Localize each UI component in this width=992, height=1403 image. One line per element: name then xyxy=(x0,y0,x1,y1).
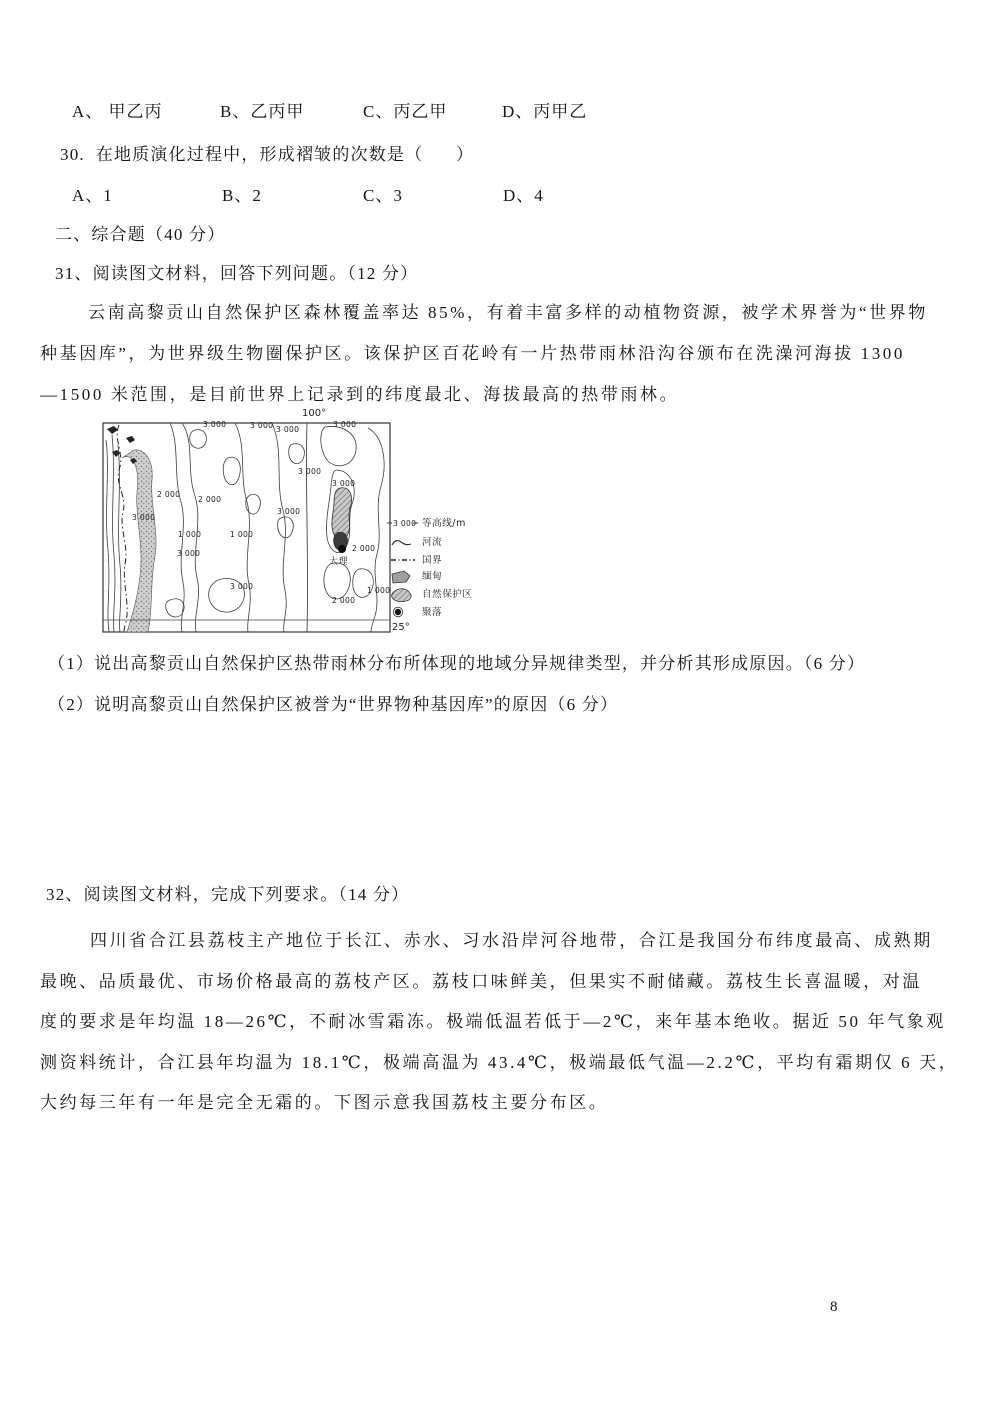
legend-label: 等高线/m xyxy=(422,518,466,529)
page-number: 8 xyxy=(830,1299,838,1315)
q30-option-a: A、1 xyxy=(72,186,113,205)
q32-body-line-1: 四川省合江县荔枝主产地位于长江、赤水、习水沿岸河谷地带，合江是我国分布纬度最高、成熟期 xyxy=(90,931,933,950)
q31-intro-line-2: 种基因库”，为世界级生物圈保护区。该保护区百花岭有一片热带雨林沿沟谷颁布在洗澡河海拔 1300 xyxy=(40,344,905,363)
prev-option-c: C、丙乙甲 xyxy=(363,102,448,121)
contour-elevation-label: 2 000 xyxy=(332,596,356,605)
prev-option-d: D、丙甲乙 xyxy=(502,102,588,121)
contour-elevation-label: 3 000 xyxy=(393,519,417,528)
contour-elevation-label: 3 000 xyxy=(177,549,201,558)
q31-title: 31、阅读图文材料，回答下列问题。（12 分） xyxy=(55,264,419,283)
map-lon-label: 100° xyxy=(302,408,327,419)
prev-option-b: B、乙丙甲 xyxy=(220,102,305,121)
q31-intro-line-3: —1500 米范围，是目前世界上记录到的纬度最北、海拔最高的热带雨林。 xyxy=(40,385,680,404)
contour-elevation-label: 3 000 xyxy=(230,582,254,591)
contour-elevation-label: 2 000 xyxy=(198,495,222,504)
prev-option-a: A、 甲乙丙 xyxy=(72,102,163,121)
contour-elevation-label: 3 000 xyxy=(277,507,301,516)
contour-elevation-label: 3 000 xyxy=(332,479,356,488)
contour-elevation-label: 1 000 xyxy=(230,530,254,539)
q32-title: 32、阅读图文材料，完成下列要求。（14 分） xyxy=(46,885,410,904)
contour-elevation-label: 3 000 xyxy=(203,420,227,429)
section-heading: 二、综合题（40 分） xyxy=(55,225,226,244)
myanmar-area-icon xyxy=(392,571,410,583)
q32-body-line-5: 大约每三年有一年是完全无霜的。下图示意我国荔枝主要分布区。 xyxy=(40,1093,609,1112)
legend-label: 河流 xyxy=(422,537,443,548)
contour-elevation-label: 2 000 xyxy=(352,544,376,553)
q32-body-line-3: 度的要求是年均温 18—26℃，不耐冰雪霜冻。极端低温若低于—2℃，来年基本绝收。据近 50 年气象观 xyxy=(40,1012,946,1031)
q31-intro-line-1: 云南高黎贡山自然保护区森林覆盖率达 85%，有着丰富多样的动植物资源，被学术界誉为“世界物 xyxy=(88,303,928,322)
q31-subquestion-1: （1）说出高黎贡山自然保护区热带雨林分布所体现的地域分异规律类型，并分析其形成原因。（6 分） xyxy=(48,654,866,673)
legend-label: 自然保护区 xyxy=(422,589,473,600)
q32-body-line-4: 测资料统计，合江县年均温为 18.1℃，极端高温为 43.4℃，极端最低气温—2.2℃，平均有霜期仅 6 天， xyxy=(40,1053,959,1072)
contour-elevation-label: 1 000 xyxy=(367,586,391,595)
contour-map xyxy=(100,400,525,650)
contour-elevation-label: 3 000 xyxy=(333,420,357,429)
legend-label: 缅甸 xyxy=(422,571,443,582)
q30-stem: 30. 在地质演化过程中，形成褶皱的次数是（ ） xyxy=(60,145,475,164)
legend-label: 聚落 xyxy=(422,607,443,618)
contour-elevation-label: 2 000 xyxy=(157,490,181,499)
settlement-dot xyxy=(338,545,346,553)
river-icon xyxy=(392,541,411,545)
legend-label: 国界 xyxy=(422,555,443,566)
q32-body-line-2: 最晚、品质最优、市场价格最高的荔枝产区。荔枝口味鲜美，但果实不耐储藏。荔枝生长喜温暖，对温 xyxy=(40,972,922,991)
contour-elevation-label: 3 000 xyxy=(276,425,300,434)
q31-subquestion-2: （2）说明高黎贡山自然保护区被誉为“世界物种基因库”的原因（6 分） xyxy=(48,695,619,714)
settlement-label: 大理 xyxy=(329,557,349,567)
q31-map-figure xyxy=(100,400,525,650)
nature-reserve-icon xyxy=(392,589,411,602)
contour-elevation-label: 3 000 xyxy=(250,421,274,430)
q30-option-b: B、2 xyxy=(222,186,262,205)
map-lat-label: 25° xyxy=(392,622,410,633)
contour-elevation-label: 3 000 xyxy=(132,513,156,522)
q30-option-c: C、3 xyxy=(363,186,403,205)
contour-elevation-label: 1 000 xyxy=(178,530,202,539)
settlement-dot-icon xyxy=(393,607,403,617)
q30-option-d: D、4 xyxy=(503,186,544,205)
contour-elevation-label: 3 000 xyxy=(298,467,322,476)
